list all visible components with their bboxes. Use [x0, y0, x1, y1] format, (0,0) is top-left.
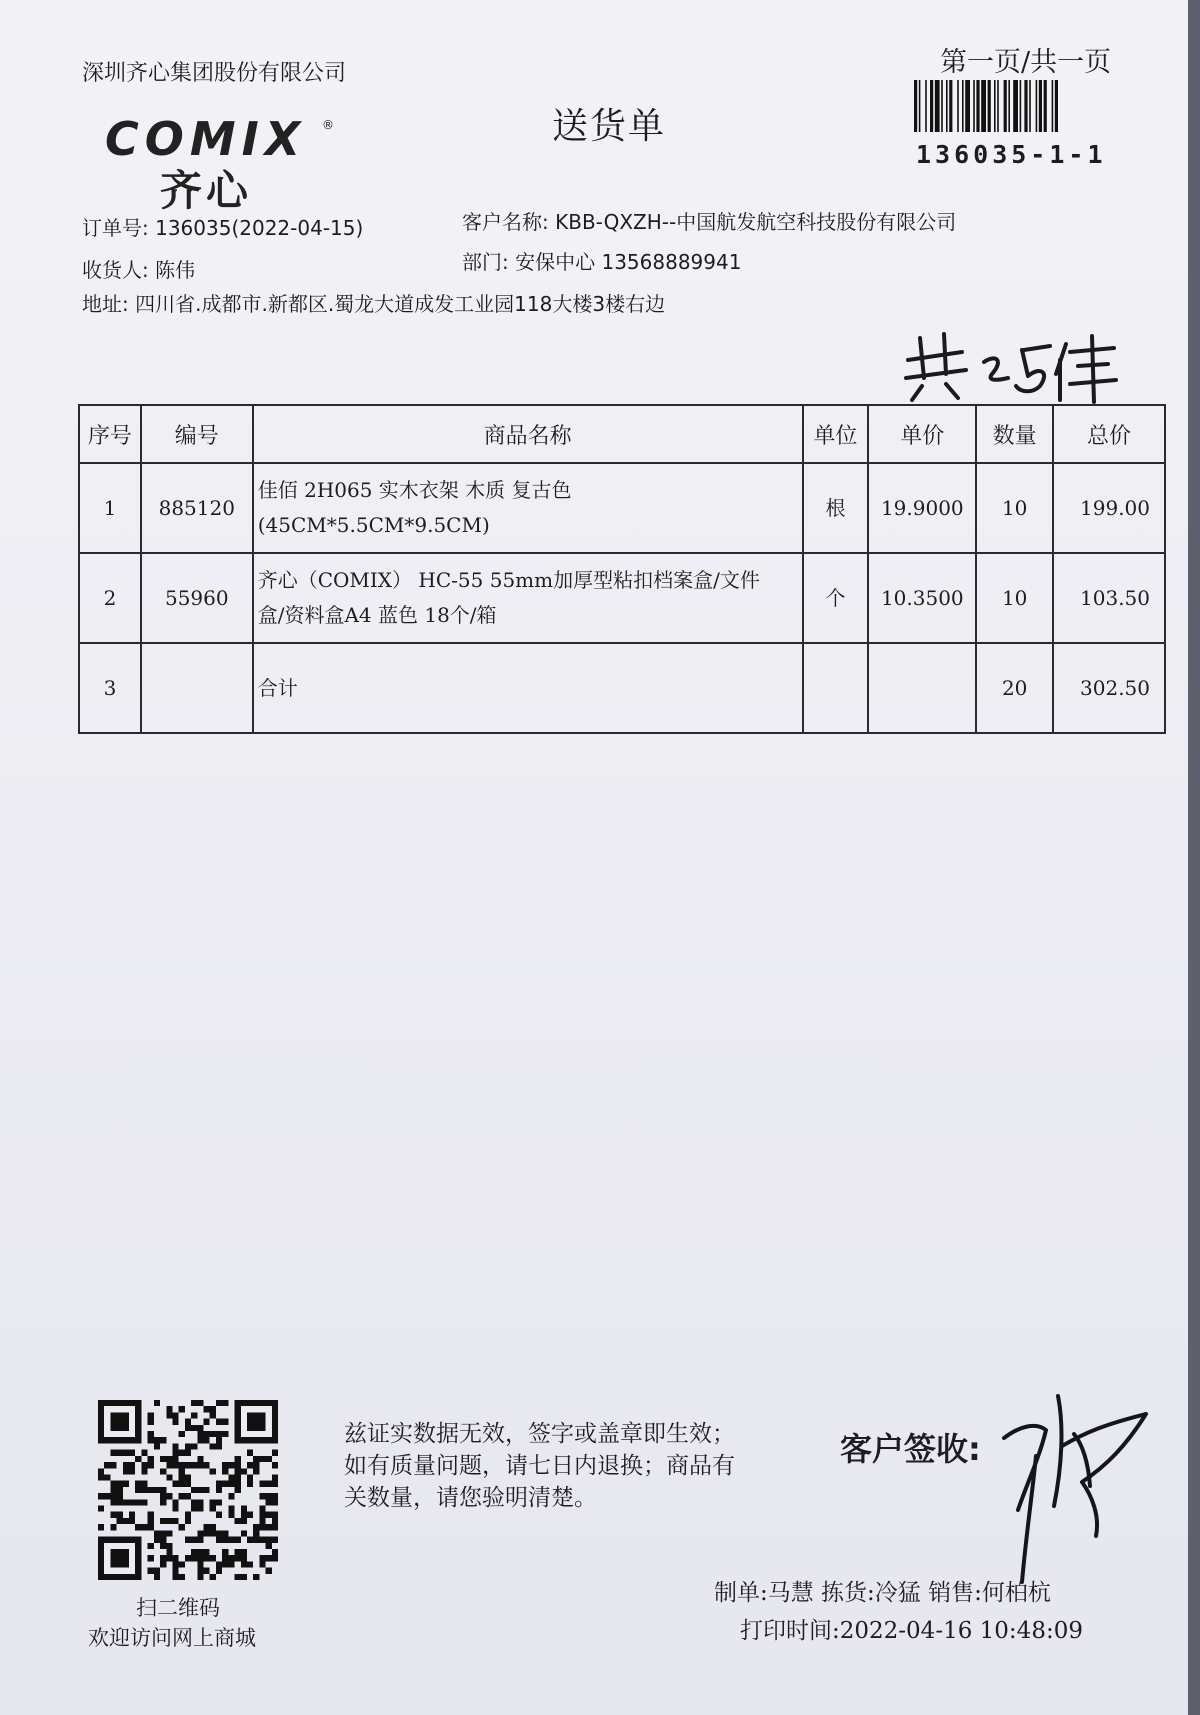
customer-name	[462, 206, 956, 235]
company-name: 深圳齐心集团股份有限公司	[82, 61, 347, 86]
receiver	[82, 254, 195, 283]
header-unit: 单位	[803, 405, 869, 463]
cell-total: 302.50	[1053, 643, 1165, 733]
dept-label: 部门:	[462, 250, 509, 274]
comix-logo-chinese: 齐心	[160, 166, 253, 215]
receiver-value: 陈伟	[155, 258, 196, 282]
customer-value: KBB-QXZH--中国航发航空科技股份有限公司	[555, 210, 957, 234]
cell-unit-price: 19.9000	[868, 463, 976, 553]
order-value: 136035(2022-04-15)	[155, 216, 364, 240]
table-row-total	[79, 643, 1165, 733]
header-total: 总价	[1053, 405, 1165, 463]
staff-info: 制单:马慧 拣货:冷猛 销售:何柏杭	[714, 1580, 1051, 1606]
customer-signature	[996, 1386, 1156, 1586]
qr-code-image[interactable]	[98, 1400, 278, 1580]
header-quantity: 数量	[976, 405, 1053, 463]
cell-product-name	[253, 553, 803, 643]
barcode-number: 136035-1-1	[916, 140, 1107, 169]
address-label: 地址:	[82, 292, 129, 316]
table-row	[79, 463, 1165, 553]
handwritten-count-note	[900, 330, 1120, 406]
cell-seq: 3	[79, 643, 141, 733]
table-header-row	[79, 405, 1165, 463]
items-table	[78, 404, 1166, 734]
product-name-line1: 合计	[257, 675, 298, 700]
cell-product-name	[253, 643, 803, 733]
cell-quantity: 20	[976, 643, 1053, 733]
product-name-line1: 齐心（COMIX） HC-55 55mm加厚型粘扣档案盒/文件	[257, 568, 760, 592]
cell-code: 55960	[141, 553, 253, 643]
cell-total: 199.00	[1053, 463, 1165, 553]
paper-edge-shadow	[1188, 0, 1200, 1715]
cell-unit	[803, 643, 869, 733]
cell-quantity: 10	[976, 553, 1053, 643]
customer-sign-label: 客户签收:	[840, 1430, 981, 1468]
notice-text: 兹证实数据无效，签字或盖章即生效；如有质量问题，请七日内退换；商品有关数量，请您验明清楚。	[344, 1421, 735, 1511]
address	[82, 288, 665, 317]
dept-value: 安保中心 13568889941	[515, 250, 742, 274]
document-title: 送货单	[552, 106, 667, 147]
print-time: 打印时间:2022-04-16 10:48:09	[740, 1618, 1083, 1644]
cell-unit: 个	[803, 553, 869, 643]
header-code: 编号	[141, 405, 253, 463]
cell-seq: 1	[79, 463, 141, 553]
order-number	[82, 212, 363, 241]
product-name-line1: 佳佰 2H065 实木衣架 木质 复古色	[257, 478, 572, 502]
address-value: 四川省.成都市.新都区.蜀龙大道成发工业园118大楼3楼右边	[135, 292, 666, 316]
cell-quantity: 10	[976, 463, 1053, 553]
table-row	[79, 553, 1165, 643]
cell-code	[141, 643, 253, 733]
comix-logo-text: COMIX	[105, 112, 307, 166]
cell-unit-price: 10.3500	[868, 553, 976, 643]
customer-label: 客户名称:	[462, 210, 549, 234]
qr-caption-mall: 欢迎访问网上商城	[88, 1626, 256, 1650]
barcode-image	[914, 80, 1126, 132]
header-unit-price: 单价	[868, 405, 976, 463]
cell-product-name	[253, 463, 803, 553]
product-name-line2: (45CM*5.5CM*9.5CM)	[257, 513, 490, 537]
cell-total: 103.50	[1053, 553, 1165, 643]
cell-code: 885120	[141, 463, 253, 553]
cell-seq: 2	[79, 553, 141, 643]
header-product-name: 商品名称	[253, 405, 803, 463]
registered-mark: ®	[322, 118, 334, 132]
header-seq: 序号	[79, 405, 141, 463]
department	[462, 246, 741, 275]
page-indicator: 第一页/共一页	[940, 47, 1112, 78]
cell-unit: 根	[803, 463, 869, 553]
qr-caption: 扫二维码	[136, 1596, 220, 1620]
cell-unit-price	[868, 643, 976, 733]
product-name-line2: 盒/资料盒A4 蓝色 18个/箱	[257, 603, 497, 627]
receiver-label: 收货人:	[82, 258, 149, 282]
order-label: 订单号:	[82, 216, 149, 240]
